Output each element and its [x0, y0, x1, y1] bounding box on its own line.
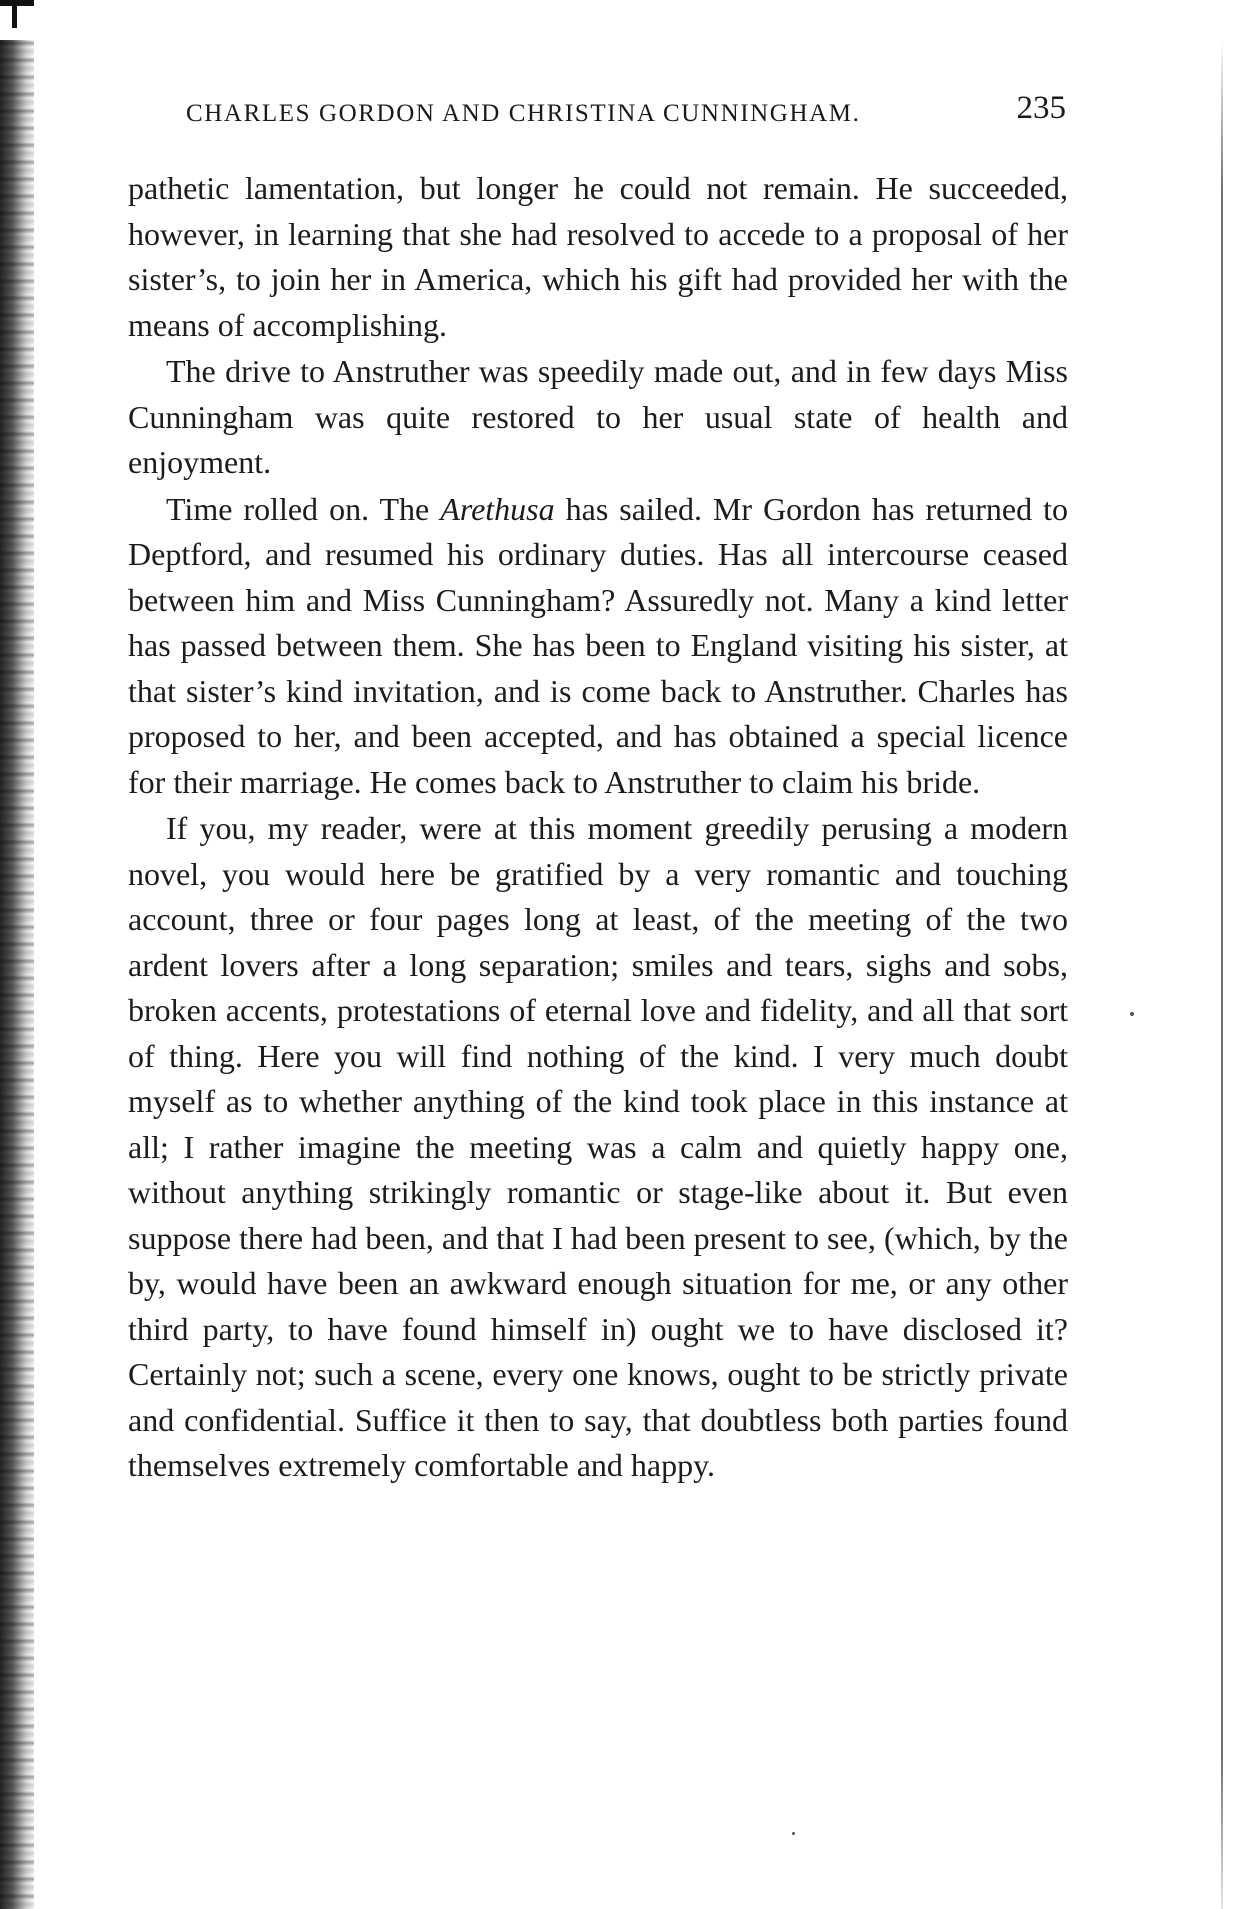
paragraph-4: If you, my reader, were at this moment greedily perusing a modern novel, you would here be gratified by a very romantic and touching account, three or four pages long at least, of the meeting of the two ardent lovers after a long separation; smiles and tears, sighs and sobs, broken accents, protestations of eternal love and fidelity, and all that sort of thing. Here you will find nothing of the kind. I very much doubt myself as to whether anything of the kind took place in this instance at all; I rather imagine the meeting was a calm and quietly happy one, without anything strikingly romantic or stage-like about it. But even suppose there had been, and that I had been present to see, (which, by the by, would have been an awkward enough situation for me, or any other third party, to have found himself in) ought we to have disclosed it? Certainly not; such a scene, every one knows, ought to be strictly private and confidential. Suffice it then to say, that doubtless both parties found themselves extremely comfortable and happy.	[128, 810, 1068, 1483]
page-header	[186, 90, 1066, 130]
scan-speck	[792, 1832, 795, 1835]
paragraph-3-rest: has sailed. Mr Gordon has returned to Deptford, and resumed his ordinary duties. Has all intercourse ceased between him and Miss Cunningham? Assuredly not. Many a kind letter has passed between them. She has been to England visiting his sister, at that sister’s kind invitation, and is come back to Anstruther. Charles has proposed to her, and been accepted, and has obtained a special licence for their marriage. He comes back to Anstruther to claim his bride.	[128, 490, 1069, 800]
scan-corner-mark	[0, 0, 34, 20]
right-page-edge	[1221, 40, 1223, 1909]
body-text	[128, 166, 1068, 1489]
paragraph-3-start: Time rolled on. The	[166, 490, 441, 527]
paragraph-3	[128, 487, 1068, 806]
paragraph-2: The drive to Anstruther was speedily made out, and in few days Miss Cunningham was quite restored to her usual state of health and enjoyment.	[128, 353, 1068, 480]
page-number: 235	[1016, 90, 1066, 126]
binding-edge-shadow	[0, 40, 34, 1909]
paragraph-1: pathetic lamentation, but longer he could not remain. He succeeded, however, in learning that she had resolved to accede to a proposal of her sister’s, to join her in America, which his gift had provided her with the means of accomplishing.	[128, 170, 1068, 343]
ship-name: Arethusa	[440, 490, 555, 527]
scan-speck	[1130, 1012, 1134, 1016]
running-title: CHARLES GORDON AND CHRISTINA CUNNINGHAM.	[186, 100, 861, 127]
